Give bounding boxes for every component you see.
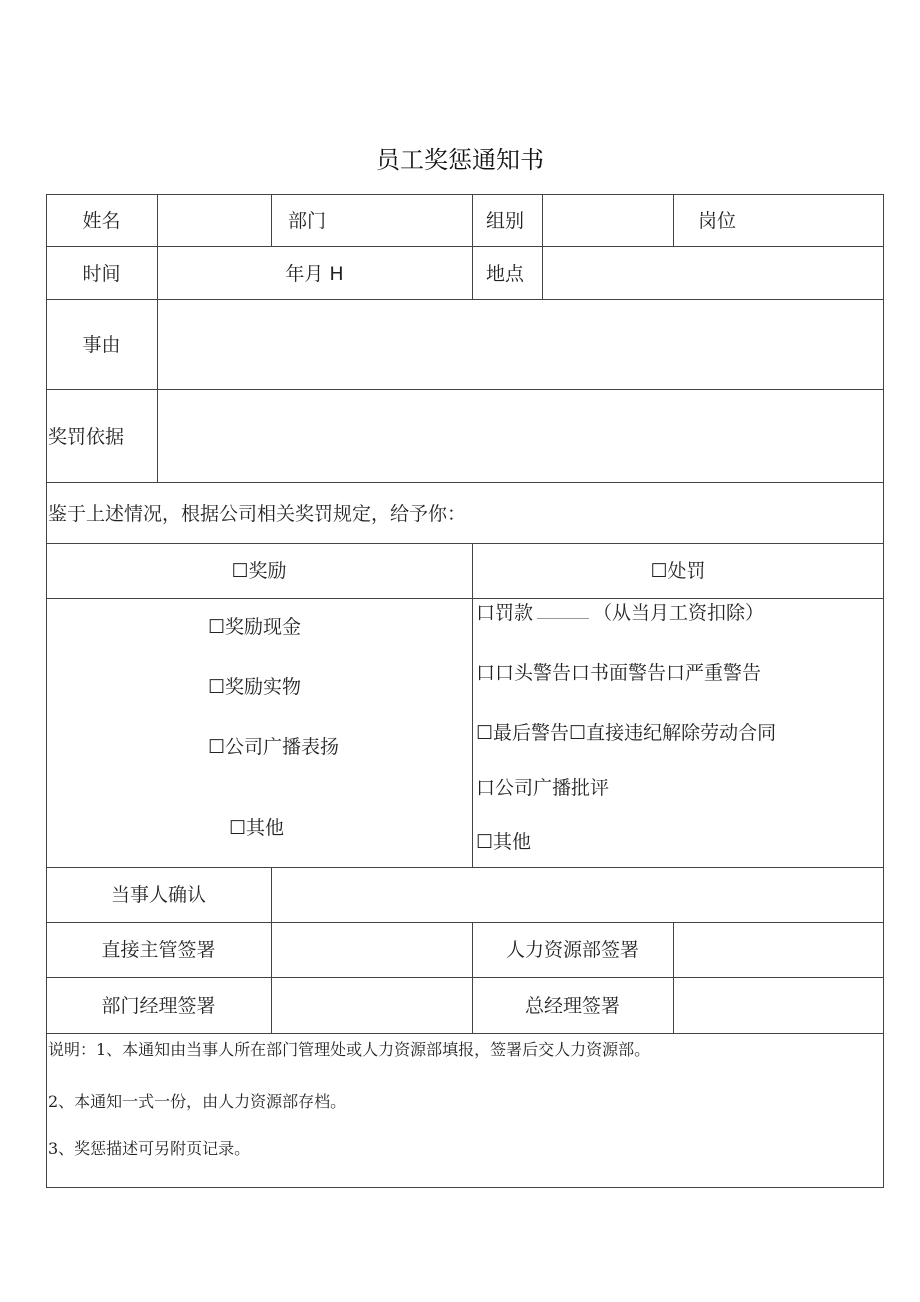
note-line-1: 说明：1、本通知由当事人所在部门管理处或人力资源部填报，签署后交人力资源部。 xyxy=(48,1040,651,1059)
col-divider xyxy=(472,543,473,868)
punish-header: ☐处罚 xyxy=(650,560,706,582)
col-divider xyxy=(673,194,674,247)
time-label: 时间 xyxy=(82,263,121,285)
supervisor-sign-label: 直接主管签署 xyxy=(101,939,216,961)
row-divider xyxy=(46,1033,884,1034)
fine-amount-blank xyxy=(537,602,589,619)
row-divider xyxy=(46,977,884,978)
basis-label: 奖罚依据 xyxy=(48,426,125,448)
page-title: 员工奖惩通知书 xyxy=(376,146,544,174)
dept-manager-sign-label: 部门经理签署 xyxy=(101,995,216,1017)
punish-other-option: ☐其他 xyxy=(476,831,532,853)
reward-goods-option: ☐奖励实物 xyxy=(208,676,302,698)
note-line-3: 3、奖惩描述可另附页记录。 xyxy=(48,1139,251,1158)
reward-other-option: ☐其他 xyxy=(229,817,285,839)
col-divider xyxy=(542,194,543,300)
fine-suffix: （从当月工资扣除） xyxy=(593,602,765,624)
col-divider xyxy=(472,194,473,300)
reward-cash-option: ☐奖励现金 xyxy=(208,616,302,638)
post-label: 岗位 xyxy=(698,210,737,232)
punish-warnings-option: 口口头警告口书面警告口严重警告 xyxy=(476,662,762,684)
date-field: 年月 H xyxy=(285,263,344,285)
reward-header: ☐奖励 xyxy=(231,560,287,582)
name-label: 姓名 xyxy=(82,210,121,232)
row-divider xyxy=(46,543,884,544)
statement-text: 鉴于上述情况，根据公司相关奖罚规定，给予你： xyxy=(48,503,467,525)
reward-broadcast-option: ☐公司广播表扬 xyxy=(208,736,340,758)
row-divider xyxy=(46,389,884,390)
punish-broadcast-option: 口公司广播批评 xyxy=(476,777,610,799)
col-divider xyxy=(271,194,272,247)
row-divider xyxy=(46,482,884,483)
col-divider xyxy=(673,922,674,1034)
punish-fine-option xyxy=(476,601,764,625)
row-divider xyxy=(46,867,884,868)
group-label: 组别 xyxy=(486,210,525,232)
fine-prefix: 口罚款 xyxy=(476,602,534,624)
party-confirm-label: 当事人确认 xyxy=(110,884,206,906)
hr-sign-label: 人力资源部签署 xyxy=(505,939,639,961)
row-divider xyxy=(46,922,884,923)
col-divider xyxy=(157,194,158,483)
row-divider xyxy=(46,246,884,247)
note-line-2: 2、本通知一式一份，由人力资源部存档。 xyxy=(48,1092,347,1111)
punish-final-option: ☐最后警告☐直接违纪解除劳动合同 xyxy=(476,722,777,744)
col-divider xyxy=(271,867,272,1034)
row-divider xyxy=(46,299,884,300)
reason-label: 事由 xyxy=(82,334,121,356)
place-label: 地点 xyxy=(486,263,525,285)
row-divider xyxy=(46,598,884,599)
department-label: 部门 xyxy=(288,210,327,232)
gm-sign-label: 总经理签署 xyxy=(524,995,620,1017)
